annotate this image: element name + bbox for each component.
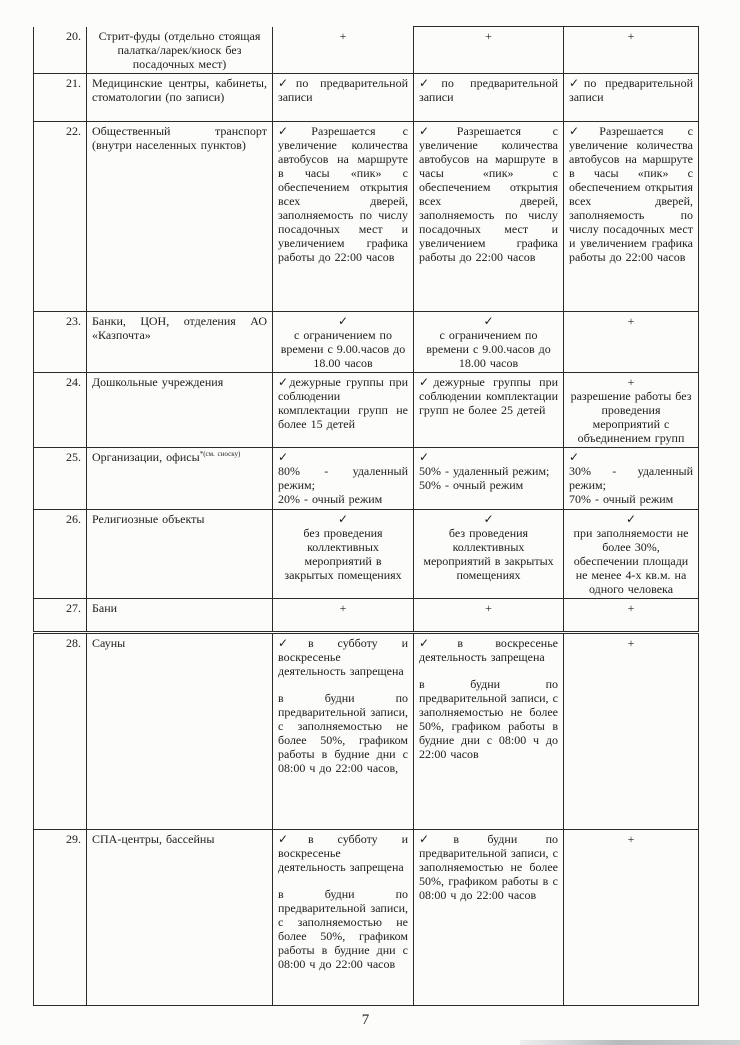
value-cell xyxy=(273,829,414,1005)
cell-paragraph: ✓Разрешается с увеличение количества автобусов на маршруте в часы «пик» с обеспечением открытия всех дверей, заполняемость по числу посадочных мест и увеличением графика работы до 22:00 часов xyxy=(278,123,408,264)
cell-paragraph: ✓дежурные группы при соблюдении комплектации групп не более 25 детей xyxy=(419,374,558,417)
cell-paragraph: без проведения коллективных мероприятий в закрытых помещениях xyxy=(423,525,554,582)
cell-paragraph: 80% - удаленный режим; xyxy=(278,463,408,492)
cell-paragraph: + xyxy=(627,313,635,328)
row-number-cell: 23. xyxy=(34,311,87,372)
value-cell xyxy=(414,311,564,372)
table-row xyxy=(34,632,699,829)
value-cell xyxy=(564,73,699,121)
category-cell xyxy=(87,632,273,829)
cell-paragraph: 50% - удаленный режим; xyxy=(419,463,550,478)
cell-paragraph: ✓дежурные группы при соблюдении комплектации групп не более 15 детей xyxy=(278,374,408,431)
cell-paragraph: ✓Разрешается с увеличение количества автобусов на маршруте в часы «пик» с обеспечением открытия всех дверей, заполняемость по числу посадочных мест и увеличением графика работы до 22:00 часов xyxy=(569,123,693,264)
cell-paragraph: ✓в воскресенье деятельность запрещена xyxy=(419,635,558,664)
value-cell xyxy=(414,27,564,74)
value-cell xyxy=(564,27,699,74)
value-cell xyxy=(414,372,564,447)
value-cell xyxy=(273,27,414,74)
value-cell xyxy=(273,372,414,447)
cell-paragraph: + xyxy=(627,29,635,43)
value-cell xyxy=(273,121,414,311)
table-row xyxy=(34,27,699,74)
category-label: Бани xyxy=(92,600,118,615)
cell-paragraph: при заполняемости не более 30%, обеспечении площади не менее 4-х кв.м. на одного человека xyxy=(573,525,689,596)
cell-paragraph: ✓ xyxy=(569,449,580,464)
value-cell xyxy=(414,598,564,632)
value-cell xyxy=(414,121,564,311)
row-number-cell: 21. xyxy=(34,73,87,121)
page-number: 7 xyxy=(361,1012,370,1028)
cell-paragraph: + xyxy=(339,600,347,615)
cell-paragraph: ✓в будни по предварительной записи, с заполняемостью не более 50%, графиком работы в с 08:00 ч до 22:00 часов xyxy=(419,831,558,902)
cell-paragraph xyxy=(419,664,558,677)
scan-artifact xyxy=(520,1040,740,1045)
value-cell xyxy=(564,598,699,632)
cell-paragraph: ✓по предварительной записи xyxy=(569,75,693,104)
row-number-cell: 22. xyxy=(34,121,87,311)
category-label: Дошкольные учреждения xyxy=(92,374,224,389)
cell-paragraph: ✓в субботу и воскресенье деятельность запрещена xyxy=(278,831,408,874)
row-number-cell: 28. xyxy=(34,632,87,829)
cell-paragraph: + xyxy=(627,600,635,615)
cell-paragraph: ✓ xyxy=(337,313,349,328)
table-row xyxy=(34,372,699,447)
cell-paragraph: в будни по предварительной записи, с заполняемостью не более 50%, графиком работы в будние дни с 08:00 ч до 22:00 часов xyxy=(278,886,408,971)
table-row xyxy=(34,598,699,632)
value-cell xyxy=(273,73,414,121)
cell-paragraph: ✓Разрешается с увеличение количества автобусов на маршруте в часы «пик» с обеспечением открытия всех дверей, заполняемость по числу посадочных мест и увеличением графика работы до 22:00 часов xyxy=(419,123,558,264)
row-number-cell: 20. xyxy=(34,27,87,74)
category-label: Общественный транспорт (внутри населенных пунктов) xyxy=(92,123,267,152)
table-row xyxy=(34,509,699,598)
category-label: СПА-центры, бассейны xyxy=(92,831,215,846)
cell-paragraph: разрешение работы без проведения мероприятий с объединением групп xyxy=(570,388,692,445)
cell-paragraph: + xyxy=(627,374,635,389)
cell-paragraph: ✓ xyxy=(337,511,349,526)
cell-paragraph: с ограничением по времени с 9.00.часов до 18.00 часов xyxy=(280,327,406,370)
value-cell xyxy=(273,311,414,372)
cell-paragraph: 30% - удаленный режим; xyxy=(569,463,693,492)
value-cell xyxy=(564,632,699,829)
table-row xyxy=(34,73,699,121)
category-cell xyxy=(87,121,273,311)
category-cell xyxy=(87,372,273,447)
cell-paragraph: + xyxy=(339,28,347,43)
footnote-marker: *(см. сноску) xyxy=(199,449,241,458)
value-cell xyxy=(273,598,414,632)
cell-paragraph: 20% - очный режим xyxy=(278,491,383,506)
category-label: Сауны xyxy=(92,635,126,650)
value-cell xyxy=(273,447,414,509)
row-number-cell: 25. xyxy=(34,447,87,509)
value-cell xyxy=(414,509,564,598)
cell-paragraph: в будни по предварительной записи, с заполняемостью не более 50%, графиком работы в будние дни с 08:00 ч до 22:00 часов, xyxy=(278,690,408,775)
table-row xyxy=(34,829,699,1005)
value-cell xyxy=(564,509,699,598)
row-number-cell: 24. xyxy=(34,372,87,447)
cell-paragraph: + xyxy=(627,831,635,846)
value-cell xyxy=(273,632,414,829)
cell-paragraph: + xyxy=(485,600,492,615)
value-cell xyxy=(414,73,564,121)
cell-paragraph: ✓ xyxy=(483,313,494,328)
category-label: Медицинские центры, кабинеты, стоматологии (по записи) xyxy=(92,75,267,104)
value-cell xyxy=(414,829,564,1005)
cell-paragraph: ✓ xyxy=(278,449,289,464)
value-cell xyxy=(564,829,699,1005)
value-cell xyxy=(273,509,414,598)
value-cell xyxy=(564,447,699,509)
cell-paragraph xyxy=(278,678,408,691)
value-cell xyxy=(564,311,699,372)
cell-paragraph xyxy=(278,874,408,887)
row-number-cell: 26. xyxy=(34,509,87,598)
cell-paragraph: ✓по предварительной записи xyxy=(278,75,408,104)
category-cell xyxy=(87,73,273,121)
value-cell xyxy=(564,372,699,447)
value-cell xyxy=(564,121,699,311)
cell-paragraph: без проведения коллективных мероприятий в закрытых помещениях xyxy=(284,525,402,582)
category-label: Организации, офисы xyxy=(92,449,200,464)
cell-paragraph: + xyxy=(627,635,635,650)
cell-paragraph: ✓в субботу и воскресенье деятельность запрещена xyxy=(278,635,408,678)
cell-paragraph: ✓ xyxy=(419,449,430,464)
category-cell xyxy=(87,829,273,1005)
cell-paragraph: в будни по предварительной записи, с заполняемостью не более 50%, графиком работы в будние дни с 08:00 ч до 22:00 часов xyxy=(419,676,558,761)
table-row xyxy=(34,121,699,311)
category-label: Стрит-фуды (отдельно стоящая палатка/ларек/киоск без посадочных мест) xyxy=(98,28,261,71)
cell-paragraph: 70% - очный режим xyxy=(569,491,674,506)
cell-paragraph: 50% - очный режим xyxy=(419,477,524,492)
value-cell xyxy=(414,447,564,509)
row-number-cell: 27. xyxy=(34,598,87,632)
category-label: Религиозные объекты xyxy=(92,511,205,526)
restrictions-table xyxy=(33,26,699,1006)
table-row xyxy=(34,447,699,509)
cell-paragraph: + xyxy=(485,29,492,43)
cell-paragraph: ✓ xyxy=(483,511,494,526)
category-cell xyxy=(87,27,273,74)
cell-paragraph: ✓ xyxy=(625,511,637,526)
cell-paragraph: ✓по предварительной записи xyxy=(419,75,558,104)
category-cell xyxy=(87,598,273,632)
value-cell xyxy=(414,632,564,829)
category-cell xyxy=(87,509,273,598)
table-row xyxy=(34,311,699,372)
category-cell xyxy=(87,311,273,372)
table-body xyxy=(34,27,699,1006)
category-cell xyxy=(87,447,273,509)
category-label: Банки, ЦОН, отделения АО «Казпочта» xyxy=(92,313,267,342)
row-number-cell: 29. xyxy=(34,829,87,1005)
cell-paragraph: с ограничением по времени с 9.00.часов до 18.00 часов xyxy=(426,327,551,370)
